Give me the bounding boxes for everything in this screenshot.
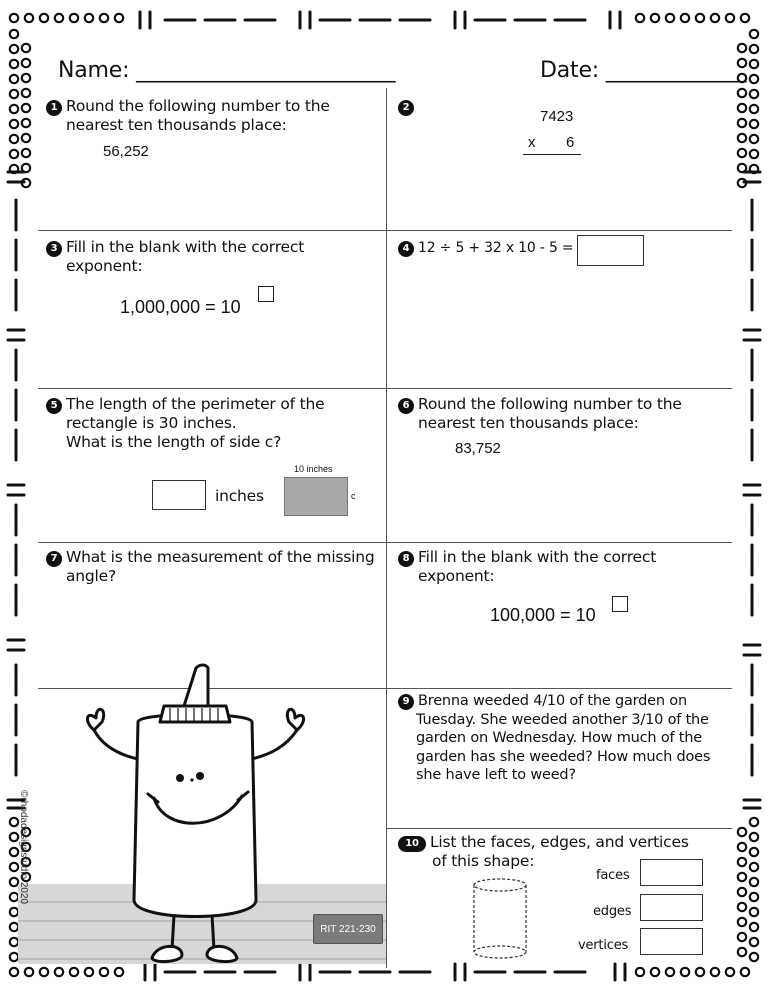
- border-circle: [750, 848, 758, 856]
- border-circle: [726, 14, 734, 22]
- question-number: 6: [398, 398, 414, 414]
- question-number: 9: [398, 694, 414, 710]
- border-circle: [738, 918, 746, 926]
- border-circle: [25, 14, 33, 22]
- question-7: [46, 548, 375, 586]
- question-5-answer-box[interactable]: [152, 480, 206, 510]
- question-3: [46, 238, 304, 276]
- border-circle: [10, 863, 18, 871]
- border-circle: [738, 888, 746, 896]
- border-circle: [726, 968, 734, 976]
- rectangle-side-label: c: [351, 491, 356, 501]
- border-circle: [10, 105, 18, 113]
- question-3-line-2: exponent:: [66, 257, 143, 275]
- question-1-value: 56,252: [103, 143, 149, 160]
- border-circle: [750, 60, 758, 68]
- border-circle: [696, 14, 704, 22]
- border-circle: [738, 858, 746, 866]
- multiplication-line: [523, 154, 581, 155]
- border-circle: [681, 968, 689, 976]
- border-circle: [651, 14, 659, 22]
- border-circle: [738, 903, 746, 911]
- border-circle: [10, 953, 18, 961]
- question-9: [398, 692, 710, 785]
- border-circle: [666, 14, 674, 22]
- border-circle: [10, 848, 18, 856]
- question-8: [398, 548, 656, 586]
- border-circle: [10, 908, 18, 916]
- border-circle: [10, 135, 18, 143]
- border-circle: [10, 938, 18, 946]
- border-circle: [750, 938, 758, 946]
- question-8-line-2: exponent:: [418, 567, 495, 585]
- rectangle-top-label: 10 inches: [294, 464, 333, 474]
- exponent-answer-box[interactable]: [258, 286, 274, 302]
- question-7-line-1: What is the measurement of the missing: [66, 548, 375, 566]
- border-circle: [750, 105, 758, 113]
- border-circle: [666, 968, 674, 976]
- copyright-text: ©rhodadesignstudio 2020: [18, 790, 29, 905]
- vertices-label: vertices: [578, 938, 629, 953]
- border-circle: [738, 873, 746, 881]
- border-circle: [750, 90, 758, 98]
- question-6-line-2: nearest ten thousands place:: [418, 414, 639, 432]
- question-number: 8: [398, 551, 414, 567]
- border-circle: [750, 863, 758, 871]
- question-10-line-1: List the faces, edges, and vertices: [430, 833, 689, 851]
- question-1-line-2: nearest ten thousands place:: [66, 116, 287, 134]
- border-circle: [100, 14, 108, 22]
- border-circle: [750, 150, 758, 158]
- border-circle: [711, 14, 719, 22]
- border-circle: [22, 74, 30, 82]
- border-circle: [10, 45, 18, 53]
- border-circle: [40, 14, 48, 22]
- border-circle: [25, 968, 33, 976]
- question-number: 10: [398, 836, 426, 852]
- edges-label: edges: [593, 904, 632, 919]
- question-8-line-1: Fill in the blank with the correct: [418, 548, 657, 566]
- border-circle: [10, 120, 18, 128]
- border-circle: [738, 119, 746, 127]
- border-circle: [750, 45, 758, 53]
- question-4: [398, 238, 573, 258]
- question-1: [46, 97, 330, 135]
- border-circle: [85, 14, 93, 22]
- border-circle: [10, 14, 18, 22]
- border-circle: [738, 44, 746, 52]
- border-circle: [741, 968, 749, 976]
- question-number: 3: [46, 241, 62, 257]
- center-divider: [386, 88, 387, 968]
- question-3-line-1: Fill in the blank with the correct: [66, 238, 305, 256]
- border-circle: [10, 833, 18, 841]
- question-number: 5: [46, 398, 62, 414]
- row-divider-3: [38, 542, 732, 543]
- question-5-line-1: The length of the perimeter of the: [66, 395, 325, 413]
- border-circle: [636, 968, 644, 976]
- question-2: [398, 97, 418, 116]
- date-field[interactable]: Date: _____________: [540, 58, 747, 83]
- question-6-line-1: Round the following number to the: [418, 395, 682, 413]
- border-circle: [738, 134, 746, 142]
- question-3-equation: 1,000,000 = 10: [120, 297, 241, 317]
- border-circle: [696, 968, 704, 976]
- question-4-expression: 12 ÷ 5 + 32 x 10 - 5 =: [418, 240, 574, 256]
- border-circle: [22, 59, 30, 67]
- border-circle: [115, 14, 123, 22]
- border-circle: [70, 14, 78, 22]
- multiplication-bottom: 6: [566, 134, 575, 151]
- question-number: 1: [46, 100, 62, 116]
- border-circle: [738, 89, 746, 97]
- multiplication-operator: x: [528, 134, 536, 151]
- vertices-answer-box[interactable]: [640, 928, 703, 955]
- question-7-line-2: angle?: [66, 567, 117, 585]
- border-circle: [22, 119, 30, 127]
- border-circle: [10, 30, 18, 38]
- border-circle: [55, 14, 63, 22]
- border-circle: [738, 104, 746, 112]
- border-circle: [10, 150, 18, 158]
- row-divider-5: [386, 828, 732, 829]
- question-9-line-5: she have left to weed?: [416, 767, 576, 783]
- border-circle: [636, 14, 644, 22]
- border-circle: [10, 968, 18, 976]
- border-circle: [55, 968, 63, 976]
- rectangle-figure: [284, 477, 348, 516]
- border-circle: [681, 14, 689, 22]
- border-circle: [738, 149, 746, 157]
- question-number: 2: [398, 100, 414, 116]
- cylinder-shape: [470, 876, 530, 962]
- border-circle: [738, 948, 746, 956]
- question-8-equation: 100,000 = 10: [490, 605, 596, 625]
- question-5: [46, 395, 324, 452]
- border-circle: [738, 933, 746, 941]
- question-9-line-2: Tuesday. She weeded another 3/10 of the: [416, 711, 709, 728]
- border-circle: [738, 828, 746, 836]
- question-number: 4: [398, 241, 414, 257]
- question-9-line-3: garden on Wednesday. How much of the: [416, 730, 703, 746]
- row-divider-1: [38, 230, 732, 231]
- edges-answer-box[interactable]: [640, 894, 703, 921]
- border-circle: [10, 893, 18, 901]
- border-circle: [750, 75, 758, 83]
- question-9-line-1: Brenna weeded 4/10 of the garden on: [418, 693, 687, 709]
- faces-label: faces: [596, 868, 630, 883]
- border-circle: [40, 968, 48, 976]
- border-circle: [10, 75, 18, 83]
- border-circle: [750, 878, 758, 886]
- border-circle: [750, 893, 758, 901]
- question-number: 7: [46, 551, 62, 567]
- answer-unit: inches: [215, 487, 264, 505]
- border-circle: [10, 818, 18, 826]
- border-circle: [750, 953, 758, 961]
- glue-bottle-mascot-illustration: [72, 660, 342, 980]
- row-divider-2: [38, 388, 732, 389]
- border-circle: [22, 44, 30, 52]
- border-circle: [10, 90, 18, 98]
- border-circle: [741, 14, 749, 22]
- border-circle: [651, 968, 659, 976]
- question-5-line-3: What is the length of side c?: [66, 433, 282, 451]
- question-1-line-1: Round the following number to the: [66, 97, 330, 115]
- border-circle: [750, 908, 758, 916]
- border-circle: [750, 135, 758, 143]
- multiplication-top: 7423: [540, 108, 574, 125]
- border-circle: [10, 923, 18, 931]
- question-4-answer-box[interactable]: [577, 235, 644, 266]
- question-6-value: 83,752: [455, 440, 501, 457]
- question-5-line-2: rectangle is 30 inches.: [66, 414, 237, 432]
- border-circle: [750, 30, 758, 38]
- question-9-line-4: garden has she weeded? How much does: [416, 748, 711, 765]
- rit-badge: RIT 221-230: [313, 914, 383, 944]
- border-circle: [10, 878, 18, 886]
- exponent-answer-box[interactable]: [612, 596, 628, 612]
- border-circle: [22, 89, 30, 97]
- faces-answer-box[interactable]: [640, 859, 703, 886]
- border-circle: [22, 134, 30, 142]
- border-circle: [10, 60, 18, 68]
- question-6: [398, 395, 682, 433]
- question-10-line-2: of this shape:: [432, 852, 535, 870]
- border-circle: [22, 149, 30, 157]
- border-circle: [711, 968, 719, 976]
- border-circle: [750, 923, 758, 931]
- border-circle: [750, 120, 758, 128]
- border-circle: [750, 818, 758, 826]
- border-circle: [750, 833, 758, 841]
- name-field[interactable]: Name: ________________________: [58, 58, 396, 83]
- border-circle: [22, 104, 30, 112]
- border-circle: [738, 843, 746, 851]
